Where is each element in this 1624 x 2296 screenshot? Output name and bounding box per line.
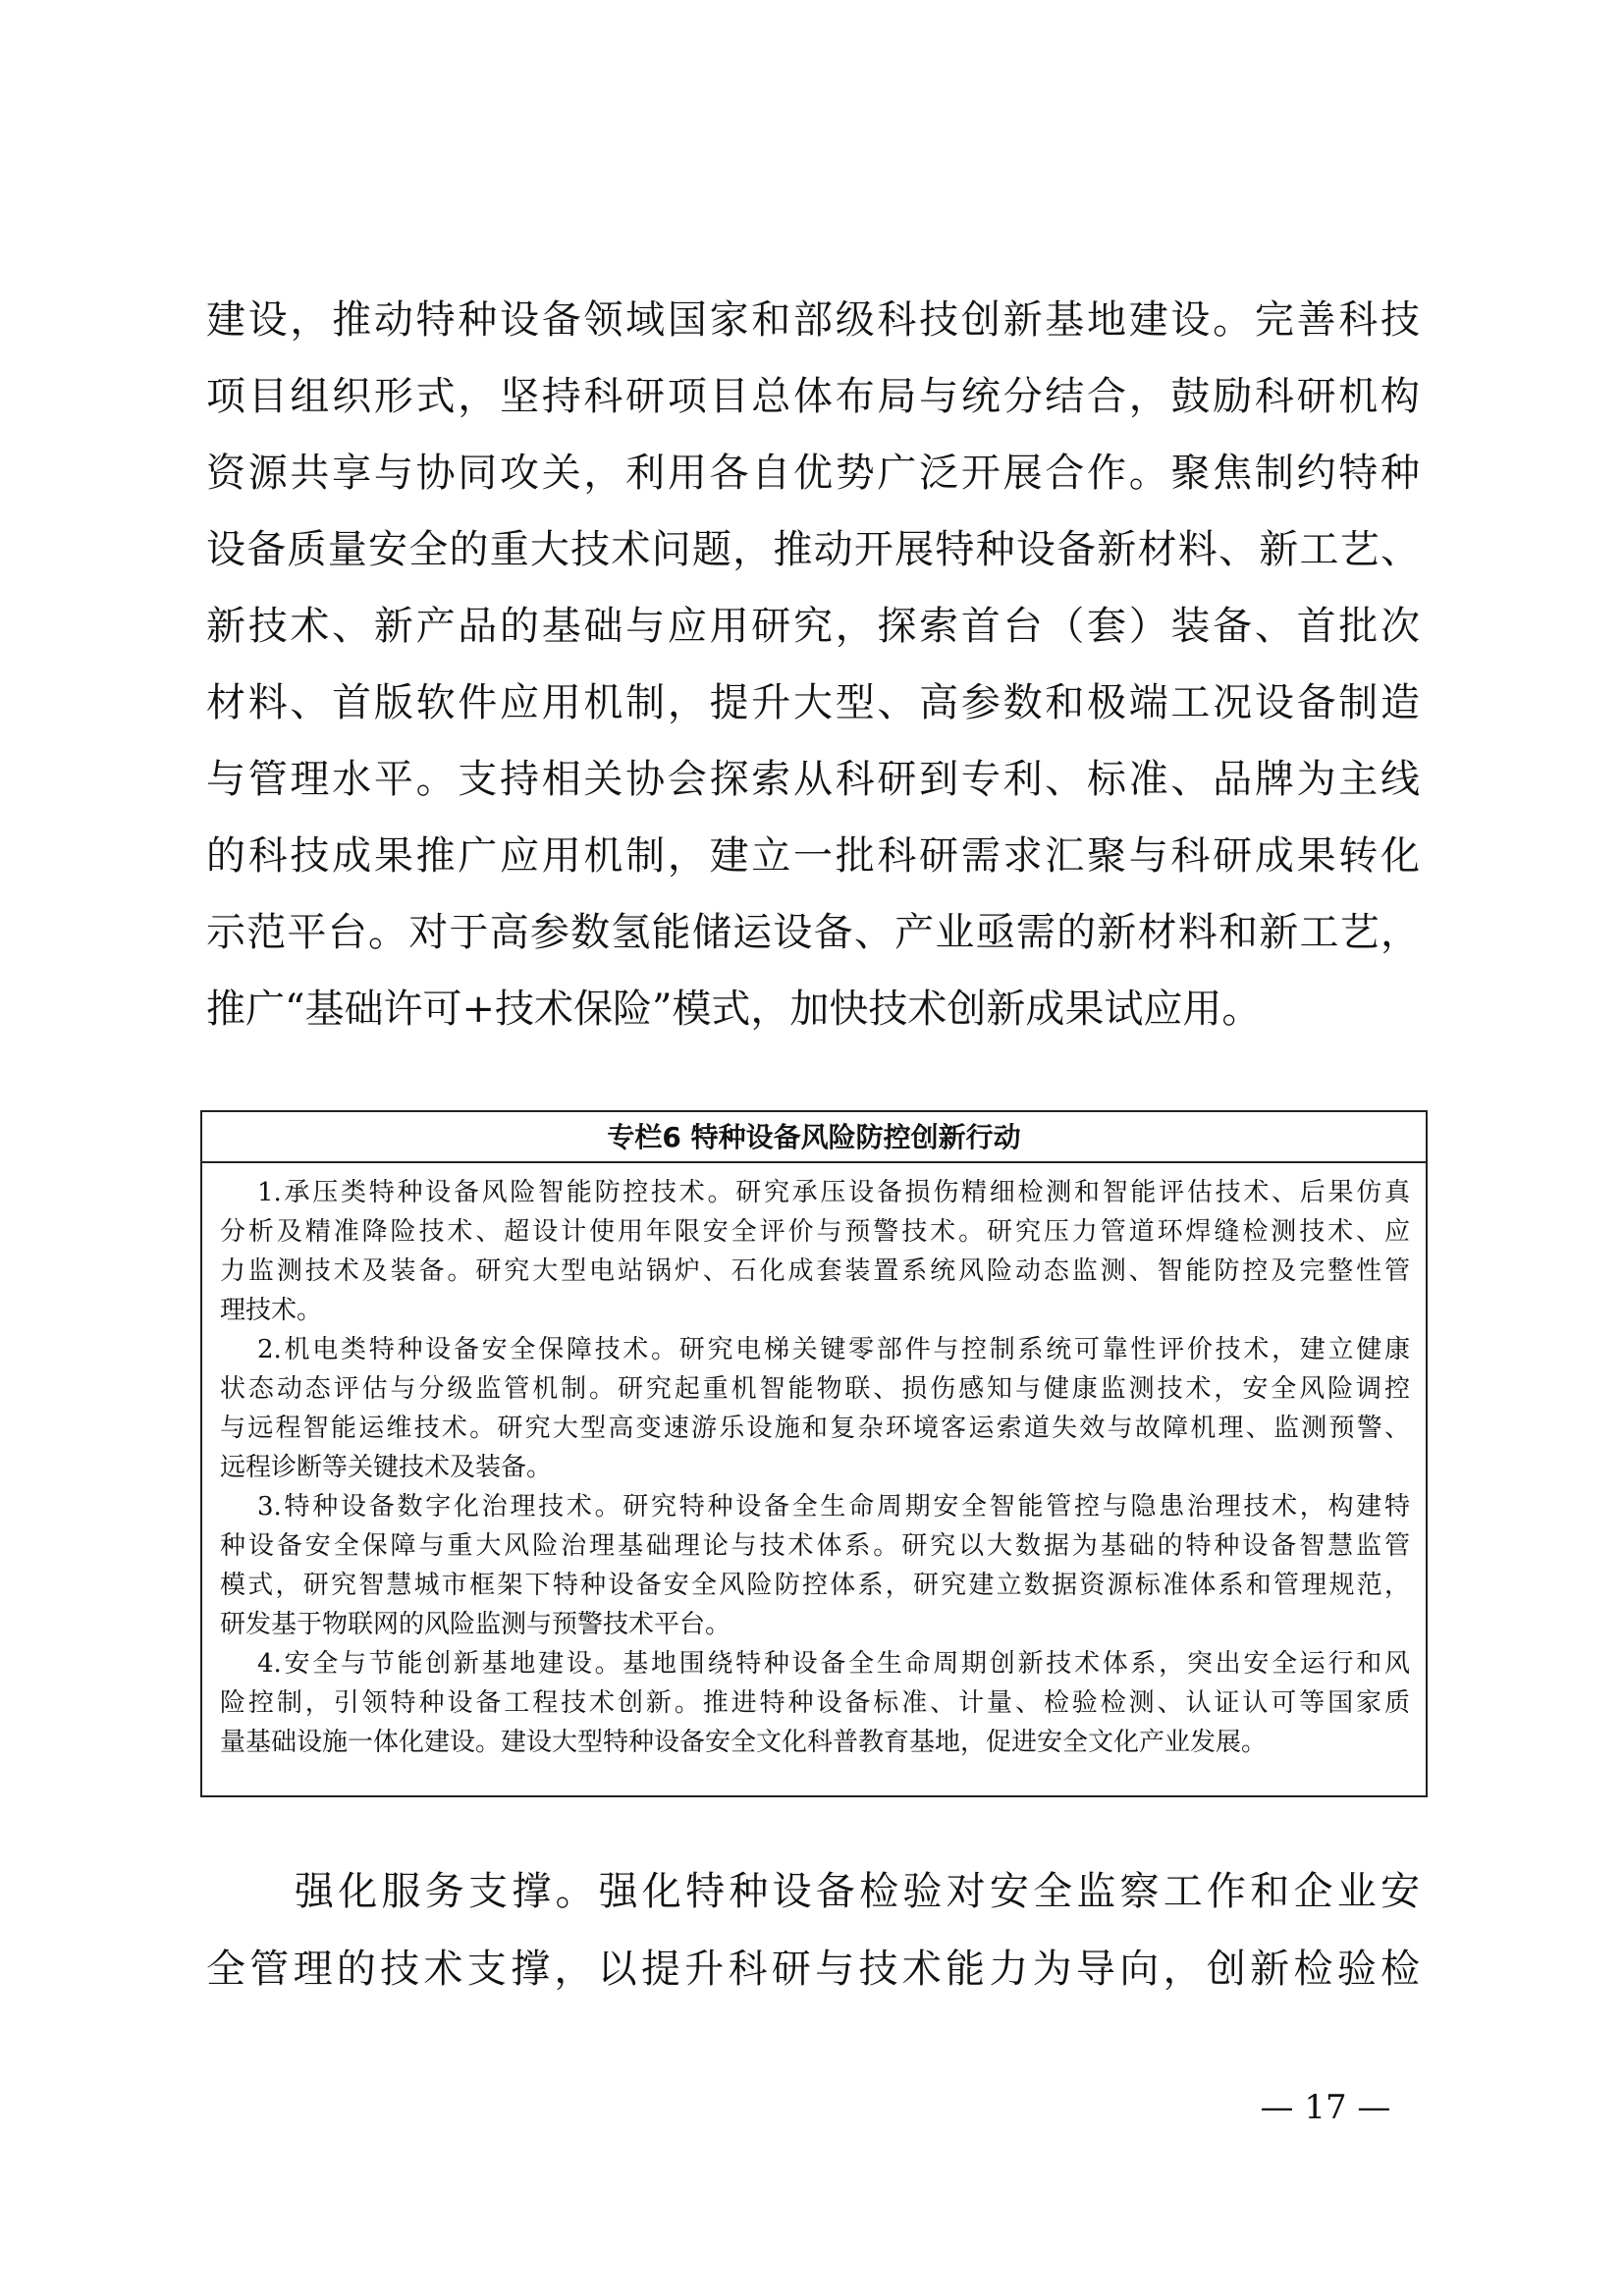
column-item-line: 2.机电类特种设备安全保障技术。研究电梯关键零部件与控制系统可靠性评价技术，建立健康 (257, 1335, 1410, 1364)
column-item-line: 力监测技术及装备。研究大型电站锅炉、石化成套装置系统风险动态监测、智能防控及完整性管 (220, 1256, 1410, 1286)
paragraph-line: 推广“基础许可+技术保险”模式，加快技术创新成果试应用。 (206, 987, 1262, 1032)
column-item-line: 研发基于物联网的风险监测与预警技术平台。 (220, 1610, 731, 1639)
column-item-line: 模式，研究智慧城市框架下特种设备安全风险防控体系，研究建立数据资源标准体系和管理规范， (220, 1571, 1410, 1600)
paragraph-line: 材料、首版软件应用机制，提升大型、高参数和极端工况设备制造 (206, 680, 1420, 725)
paragraph-line: 资源共享与协同攻关，利用各自优势广泛开展合作。聚焦制约特种 (206, 451, 1420, 496)
column-item-line: 与远程智能运维技术。研究大型高变速游乐设施和复杂环境客运索道失效与故障机理、监测预警、 (220, 1414, 1410, 1443)
paragraph-line: 强化服务支撑。强化特种设备检验对安全监察工作和企业安 (295, 1869, 1420, 1914)
column-item-line: 4.安全与节能创新基地建设。基地围绕特种设备全生命周期创新技术体系，突出安全运行和风 (257, 1649, 1410, 1679)
column-item-line: 3.特种设备数字化治理技术。研究特种设备全生命周期安全智能管控与隐患治理技术，构建特 (257, 1492, 1410, 1522)
column-item-line: 1.承压类特种设备风险智能防控技术。研究承压设备损伤精细检测和智能评估技术、后果仿真 (257, 1178, 1410, 1207)
column-item-line: 险控制，引领特种设备工程技术创新。推进特种设备标准、计量、检验检测、认证认可等国家质 (220, 1688, 1410, 1718)
column-item-line: 种设备安全保障与重大风险治理基础理论与技术体系。研究以大数据为基础的特种设备智慧监管 (220, 1531, 1410, 1561)
column-item-line: 量基础设施一体化建设。建设大型特种设备安全文化科普教育基地，促进安全文化产业发展。 (220, 1728, 1268, 1757)
paragraph-line: 建设，推动特种设备领域国家和部级科技创新基地建设。完善科技 (206, 297, 1420, 343)
page-number: — 17 — (1260, 2088, 1391, 2127)
column-item-line: 状态动态评估与分级监管机制。研究起重机智能物联、损伤感知与健康监测技术，安全风险调控 (220, 1374, 1410, 1404)
paragraph-line: 设备质量安全的重大技术问题，推动开展特种设备新材料、新工艺、 (206, 527, 1420, 572)
column-box-title: 专栏6 特种设备风险防控创新行动 (202, 1112, 1426, 1163)
paragraph-line: 全管理的技术支撑，以提升科研与技术能力为导向，创新检验检 (206, 1947, 1420, 1992)
paragraph-line: 的科技成果推广应用机制，建立一批科研需求汇聚与科研成果转化 (206, 833, 1420, 879)
column-item-line: 远程诊断等关键技术及装备。 (220, 1453, 553, 1482)
paragraph-line: 新技术、新产品的基础与应用研究，探索首台（套）装备、首批次 (206, 604, 1420, 649)
column-item-line: 分析及精准降险技术、超设计使用年限安全评价与预警技术。研究压力管道环焊缝检测技术、应 (220, 1217, 1410, 1247)
paragraph-line: 示范平台。对于高参数氢能储运设备、产业亟需的新材料和新工艺， (206, 910, 1420, 955)
column-box (200, 1110, 1428, 1797)
paragraph-line: 与管理水平。支持相关协会探索从科研到专利、标准、品牌为主线 (206, 757, 1420, 802)
paragraph-line: 项目组织形式，坚持科研项目总体布局与统分结合，鼓励科研机构 (206, 374, 1420, 419)
column-item-line: 理技术。 (220, 1296, 323, 1325)
